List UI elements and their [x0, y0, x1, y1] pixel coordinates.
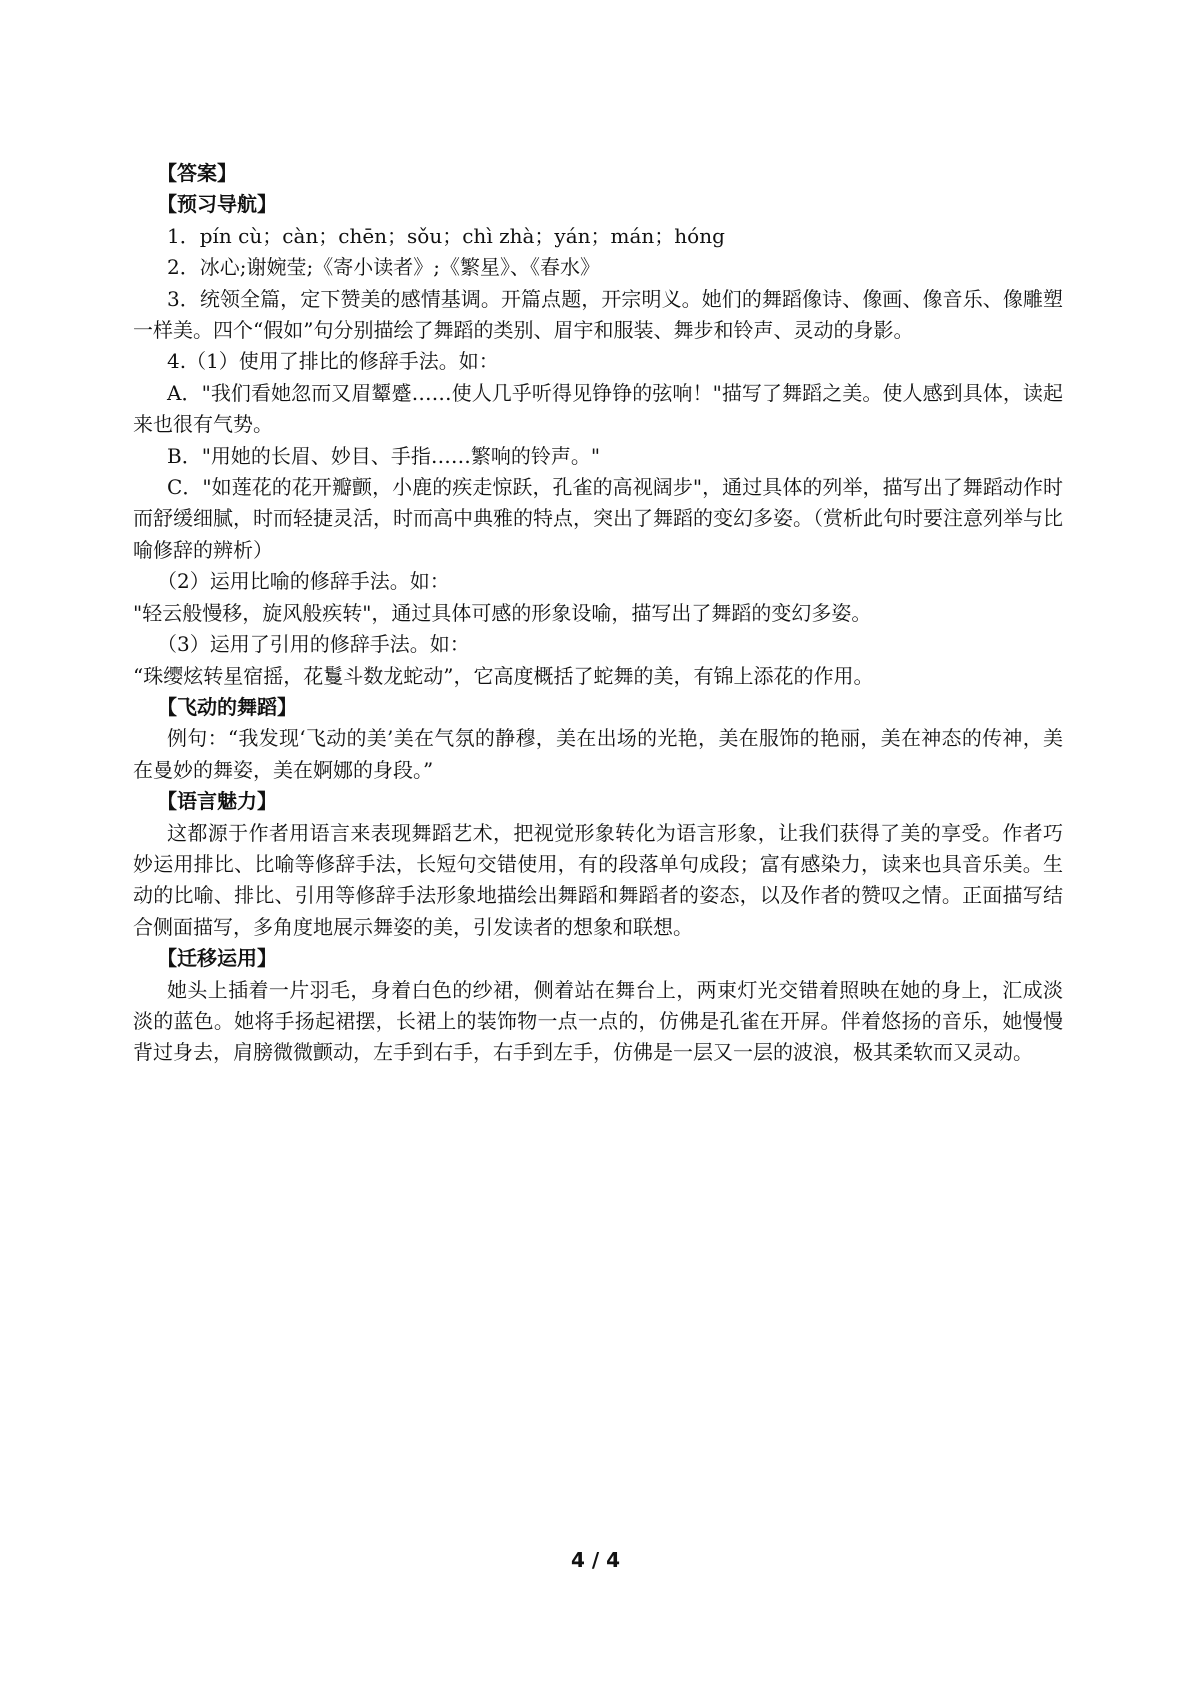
preview-item-4-b: B．"用她的长眉、妙目、手指……繁响的铃声。" [167, 443, 601, 468]
transfer-heading: 【迁移运用】 [157, 946, 277, 971]
preview-item-4-3-title: （3）运用了引用的修辞手法。如： [157, 632, 470, 657]
preview-item-2: 2．冰心;谢婉莹;《寄小读者》;《繁星》、《春水》 [167, 255, 600, 280]
preview-item-4-2-title: （2）运用比喻的修辞手法。如： [157, 569, 450, 594]
page-number: 4 / 4 [570, 1548, 621, 1572]
flying-dance-text: 例句：“我发现‘飞动的美’美在气氛的静穆，美在出场的光艳，美在服饰的艳丽，美在神态的传神，美在曼妙的舞姿，美在婀娜的身段。” [133, 726, 1063, 782]
preview-item-4-2-text: "轻云般慢移，旋风般疾转"，通过具体可感的形象设喻，描写出了舞蹈的变幻多姿。 [133, 600, 872, 625]
preview-item-1: 1．pín cù；càn；chēn；sǒu；chì zhà；yán；mán；hóng [167, 223, 725, 248]
preview-item-4-3-text: “珠缨炫转星宿摇，花鬘斗数龙蛇动”，它高度概括了蛇舞的美，有锦上添花的作用。 [133, 663, 874, 688]
flying-dance-heading: 【飞动的舞蹈】 [157, 694, 297, 719]
document-body [133, 158, 1063, 1069]
preview-item-4-a: A．"我们看她忽而又眉颦蹙……使人几乎听得见铮铮的弦响！"描写了舞蹈之美。使人感到具体，读起来也很有气势。 [133, 380, 1063, 437]
preview-item-3: 3．统领全篇，定下赞美的感情基调。开篇点题，开宗明义。她们的舞蹈像诗、像画、像音乐、像雕塑一样美。四个“假如”句分别描绘了舞蹈的类别、眉宇和服装、舞步和铃声、灵动的身影。 [133, 286, 1063, 343]
preview-item-4-title: 4.（1）使用了排比的修辞手法。如： [167, 349, 499, 374]
transfer-text: 她头上插着一片羽毛，身着白色的纱裙，侧着站在舞台上，两束灯光交错着照映在她的身上，汇成淡淡的蓝色。她将手扬起裙摆，长裙上的装饰物一点一点的，仿佛是孔雀在开屏。伴着悠扬的音乐，她慢慢背过身去，肩膀微微颤动，左手到右手，右手到左手，仿佛是一层又一层的波浪，极其柔软而又灵动。 [133, 977, 1063, 1065]
language-charm-heading: 【语言魅力】 [157, 789, 277, 814]
preview-item-4-c: C．"如莲花的花开瓣颤，小鹿的疾走惊跃，孔雀的高视阔步"，通过具体的列举，描写出了舞蹈动作时而舒缓细腻，时而轻捷灵活，时而高中典雅的特点，突出了舞蹈的变幻多姿。（赏析此句时要注意列举与比喻修辞的辨析） [133, 475, 1063, 562]
language-charm-text: 这都源于作者用语言来表现舞蹈艺术，把视觉形象转化为语言形象，让我们获得了美的享受。作者巧妙运用排比、比喻等修辞手法，长短句交错使用，有的段落单句成段；富有感染力，读来也具音乐美。生动的比喻、排比、引用等修辞手法形象地描绘出舞蹈和舞蹈者的姿态，以及作者的赞叹之情。正面描写结合侧面描写，多角度地展示舞姿的美，引发读者的想象和联想。 [133, 820, 1063, 939]
preview-heading: 【预习导航】 [157, 192, 277, 217]
answer-heading: 【答案】 [157, 161, 237, 185]
